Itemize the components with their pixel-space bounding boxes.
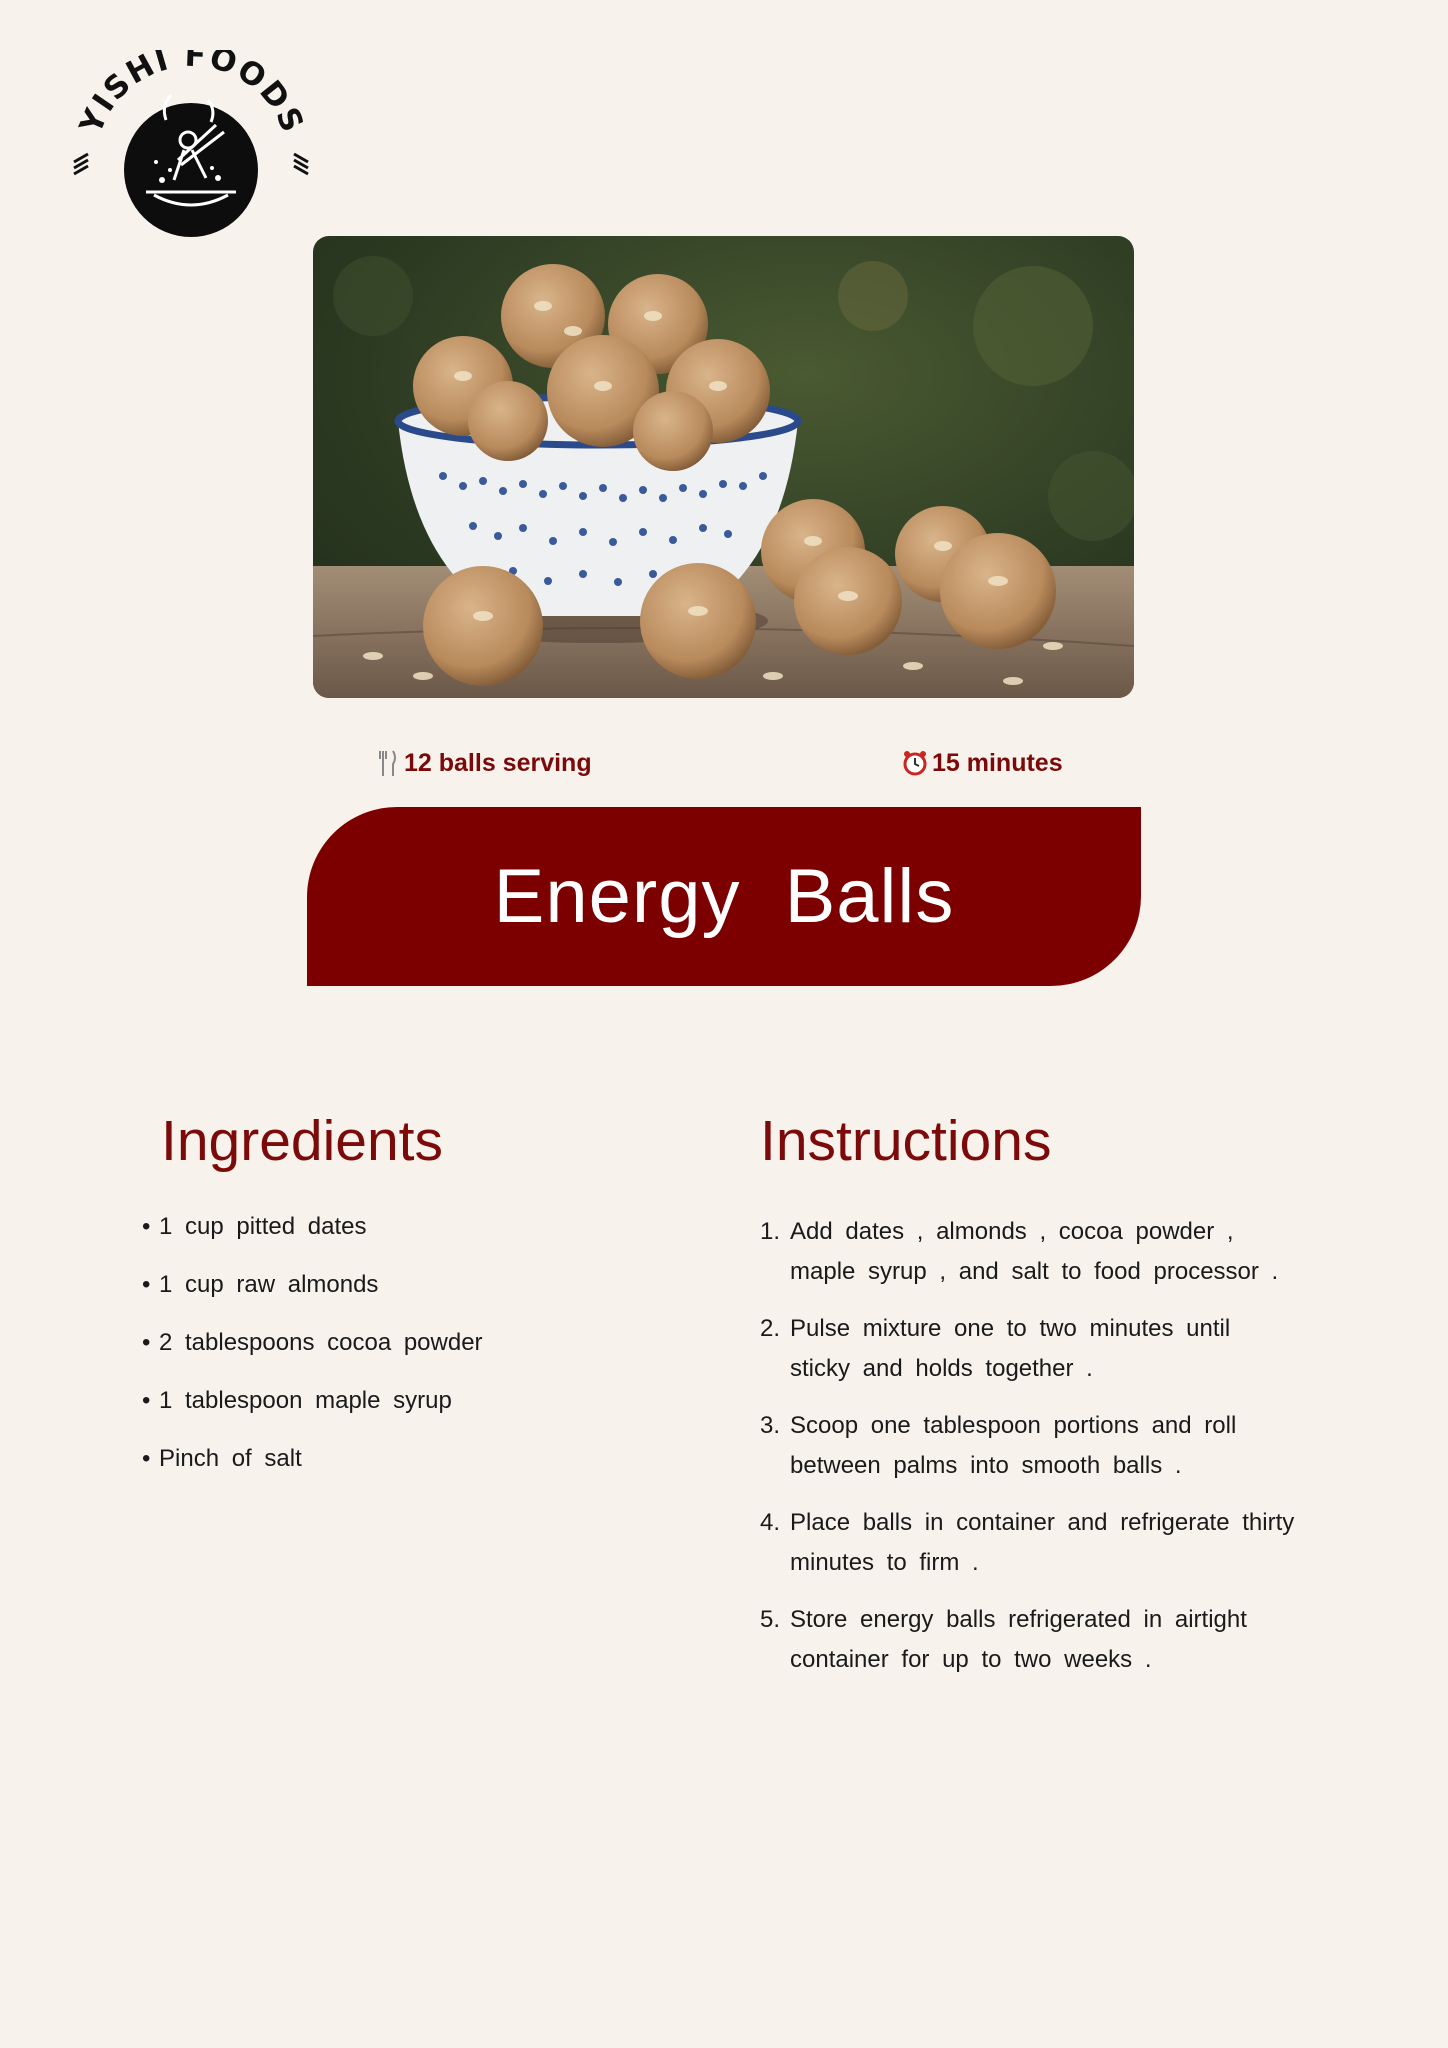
ingredient-text: Pinch of salt bbox=[159, 1445, 302, 1472]
step-number: 2. bbox=[760, 1315, 781, 1342]
brand-name: YISHI FOODS bbox=[73, 50, 311, 139]
instruction-step bbox=[760, 1309, 1300, 1388]
step-text: Store energy balls refrigerated in airtight container for up to two weeks . bbox=[790, 1606, 1247, 1673]
energy-balls-bowl-photo bbox=[313, 236, 1134, 698]
bullet: • bbox=[142, 1213, 151, 1240]
step-number: 1. bbox=[760, 1218, 781, 1245]
recipe-title: Energy Balls bbox=[493, 854, 955, 939]
ingredient-text: 1 cup pitted dates bbox=[159, 1213, 367, 1240]
list-item bbox=[142, 1386, 562, 1444]
bullet: • bbox=[142, 1271, 151, 1298]
ingredient-text: 2 tablespoons cocoa powder bbox=[159, 1329, 483, 1356]
instruction-step bbox=[760, 1212, 1300, 1291]
step-text: Scoop one tablespoon portions and roll between palms into smooth balls . bbox=[790, 1412, 1237, 1479]
list-item bbox=[142, 1444, 562, 1502]
instruction-step bbox=[760, 1406, 1300, 1485]
instruction-step bbox=[760, 1503, 1300, 1582]
servings-info bbox=[374, 748, 592, 778]
title-banner bbox=[307, 807, 1141, 986]
time-info bbox=[902, 748, 1063, 778]
ingredients-heading: Ingredients bbox=[161, 1109, 444, 1173]
chef-wok-logo-icon bbox=[66, 50, 316, 250]
step-number: 4. bbox=[760, 1509, 781, 1536]
alarm-clock-icon bbox=[902, 748, 928, 778]
bullet: • bbox=[142, 1445, 151, 1472]
step-number: 3. bbox=[760, 1412, 781, 1439]
instruction-step bbox=[760, 1600, 1300, 1679]
list-item bbox=[142, 1328, 562, 1386]
bullet: • bbox=[142, 1387, 151, 1414]
instructions-list bbox=[760, 1212, 1300, 1697]
ingredients-list bbox=[142, 1212, 562, 1502]
ingredient-text: 1 tablespoon maple syrup bbox=[159, 1387, 452, 1414]
instructions-heading: Instructions bbox=[760, 1109, 1052, 1173]
step-text: Place balls in container and refrigerate thirty minutes to firm . bbox=[790, 1509, 1295, 1576]
bullet: • bbox=[142, 1329, 151, 1356]
utensils-icon bbox=[374, 748, 400, 778]
time-text: 15 minutes bbox=[932, 748, 1063, 777]
step-text: Add dates , almonds , cocoa powder , maple syrup , and salt to food processor . bbox=[790, 1218, 1279, 1285]
step-text: Pulse mixture one to two minutes until sticky and holds together . bbox=[790, 1315, 1231, 1382]
ingredient-text: 1 cup raw almonds bbox=[159, 1271, 379, 1298]
list-item bbox=[142, 1212, 562, 1270]
list-item bbox=[142, 1270, 562, 1328]
servings-text: 12 balls serving bbox=[404, 748, 592, 777]
step-number: 5. bbox=[760, 1606, 781, 1633]
brand-logo bbox=[66, 50, 316, 250]
